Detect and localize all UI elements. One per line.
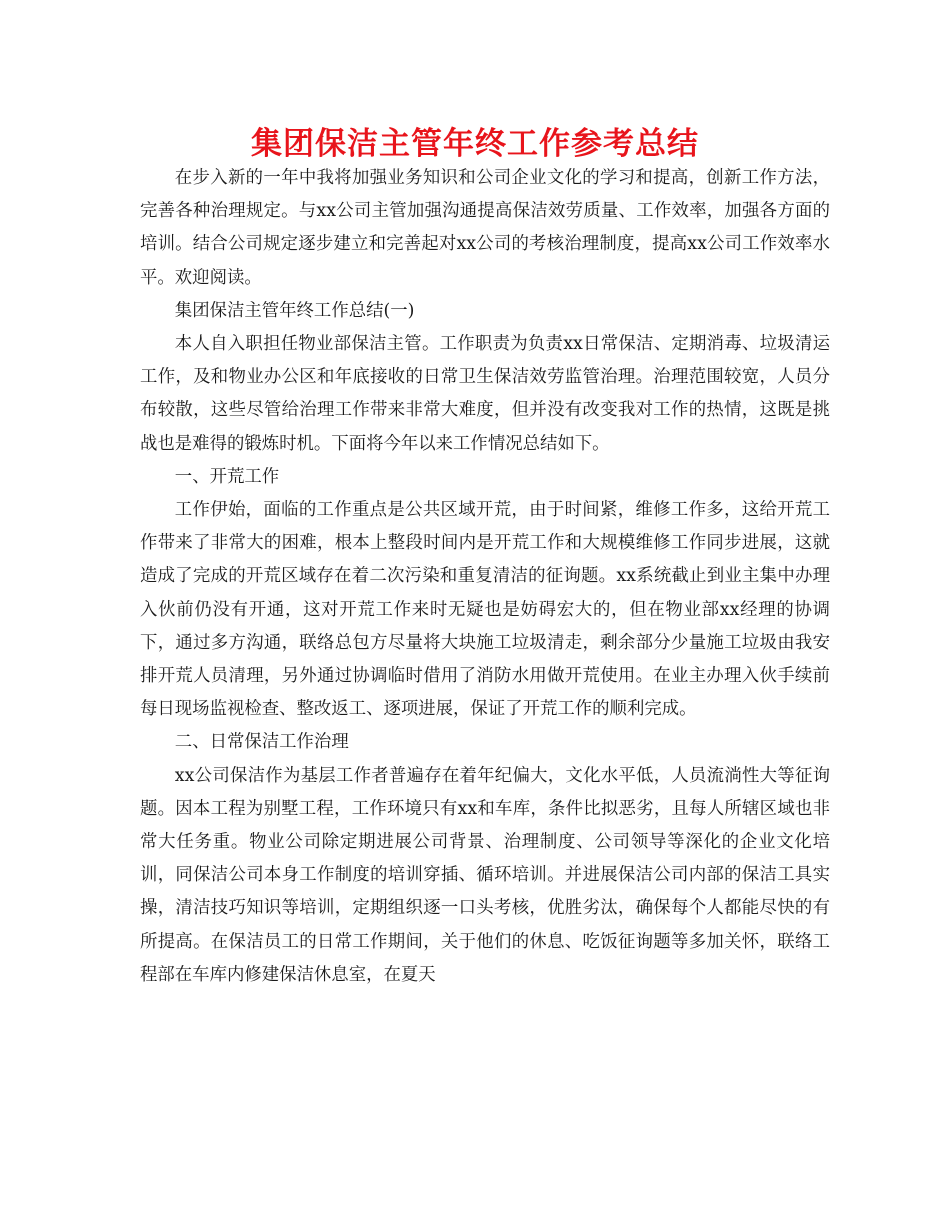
section-heading-daily-cleaning: 二、日常保洁工作治理 <box>174 732 349 753</box>
paragraph-intro: 在步入新的一年中我将加强业务知识和公司企业文化的学习和提高，创新工作方法，完善各种治理规定。与xx公司主管加强沟通提高保洁效劳质量、工作效率，加强各方面的培训。结合公司规定逐步建立和完善起对xx公司的考核治理制度，提高xx公司工作效率水平。欢迎阅读。 <box>140 168 830 288</box>
document-body <box>140 162 830 992</box>
paragraph-cleanup: 工作伊始，面临的工作重点是公共区域开荒，由于时间紧，维修工作多，这给开荒工作带来了非常大的困难，根本上整段时间内是开荒工作和大规模维修工作同步进展，这就造成了完成的开荒区域存在着二次污染和重复清洁的征询题。xx系统截止到业主集中办理入伙前仍没有开通，这对开荒工作来时无疑也是妨碍宏大的，但在物业部xx经理的协调下，通过多方沟通，联络总包方尽量将大块施工垃圾清走，剩余部分少量施工垃圾由我安排开荒人员清理，另外通过协调临时借用了消防水用做开荒使用。在业主办理入伙手续前每日现场监视检查、整改返工、逐项进展，保证了开荒工作的顺利完成。 <box>140 500 830 720</box>
document-title: 集团保洁主管年终工作参考总结 <box>251 126 699 162</box>
paragraph-role: 本人自入职担任物业部保洁主管。工作职责为负责xx日常保洁、定期消毒、垃圾清运工作，及和物业办公区和年底接收的日常卫生保洁效劳监管治理。治理范围较宽，人员分布较散，这些尽管给治理工作带来非常大难度，但并没有改变我对工作的热情，这既是挑战也是难得的锻炼时机。下面将今年以来工作情况总结如下。 <box>140 334 830 454</box>
section-heading-summary-one: 集团保洁主管年终工作总结(一) <box>174 300 415 321</box>
paragraph-daily-cleaning: xx公司保洁作为基层工作者普遍存在着年纪偏大，文化水平低，人员流淌性大等征询题。因本工程为别墅工程，工作环境只有xx和车库，条件比拟恶劣，且每人所辖区域也非常大任务重。物业公司除定期进展公司背景、治理制度、公司领导等深化的企业文化培训，同保洁公司本身工作制度的培训穿插、循环培训。并进展保洁公司内部的保洁工具实操，清洁技巧知识等培训，定期组织逐一口头考核，优胜劣汰，确保每个人都能尽快的有所提高。在保洁员工的日常工作期间，关于他们的休息、吃饭征询题等多加关怀，联络工程部在车库内修建保洁休息室，在夏天 <box>140 765 830 985</box>
section-heading-cleanup: 一、开荒工作 <box>174 466 280 487</box>
